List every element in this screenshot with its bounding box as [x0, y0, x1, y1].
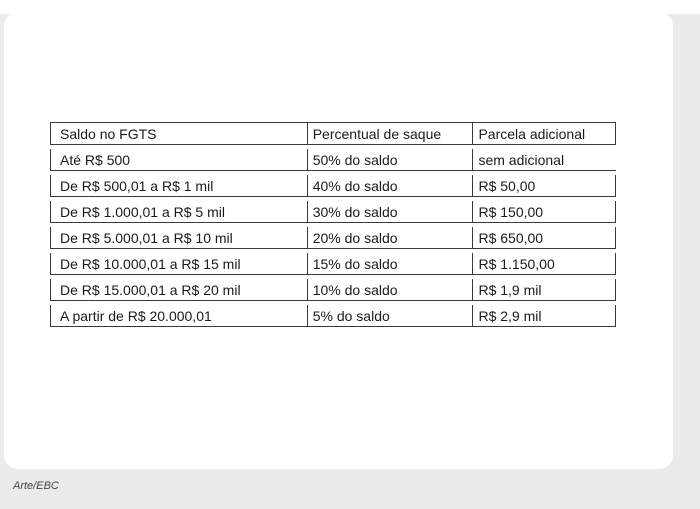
table-row — [50, 149, 616, 171]
cell-parcela: R$ 50,00 — [473, 175, 616, 197]
cell-percentual: 15% do saldo — [308, 253, 474, 275]
cell-percentual: 10% do saldo — [308, 279, 474, 301]
cell-percentual: 50% do saldo — [308, 149, 474, 171]
table-row — [50, 305, 616, 327]
cell-saldo: De R$ 10.000,01 a R$ 15 mil — [50, 253, 308, 275]
cell-parcela: R$ 650,00 — [473, 227, 616, 249]
header-percentual: Percentual de saque — [308, 122, 474, 145]
table-row — [50, 253, 616, 275]
cell-parcela: R$ 2,9 mil — [473, 305, 616, 327]
table-row — [50, 279, 616, 301]
cell-saldo: De R$ 5.000,01 a R$ 10 mil — [50, 227, 308, 249]
cell-parcela: R$ 1.150,00 — [473, 253, 616, 275]
image-credit-caption: Arte/EBC — [13, 480, 59, 492]
header-parcela: Parcela adicional — [473, 122, 616, 145]
cell-parcela: R$ 1,9 mil — [473, 279, 616, 301]
cell-saldo: De R$ 1.000,01 a R$ 5 mil — [50, 201, 308, 223]
cell-percentual: 20% do saldo — [308, 227, 474, 249]
cell-saldo: De R$ 500,01 a R$ 1 mil — [50, 175, 308, 197]
cell-parcela: R$ 150,00 — [473, 201, 616, 223]
cell-percentual: 5% do saldo — [308, 305, 474, 327]
fgts-withdrawal-table — [50, 118, 616, 331]
header-saldo: Saldo no FGTS — [50, 122, 308, 145]
cell-saldo: De R$ 15.000,01 a R$ 20 mil — [50, 279, 308, 301]
cell-percentual: 30% do saldo — [308, 201, 474, 223]
cell-parcela: sem adicional — [473, 149, 616, 171]
table-row — [50, 227, 616, 249]
cell-saldo: A partir de R$ 20.000,01 — [50, 305, 308, 327]
cell-saldo: Até R$ 500 — [50, 149, 308, 171]
table-row — [50, 175, 616, 197]
cell-percentual: 40% do saldo — [308, 175, 474, 197]
table-row — [50, 201, 616, 223]
table-header-row — [50, 122, 616, 145]
caption-bar — [0, 469, 673, 509]
